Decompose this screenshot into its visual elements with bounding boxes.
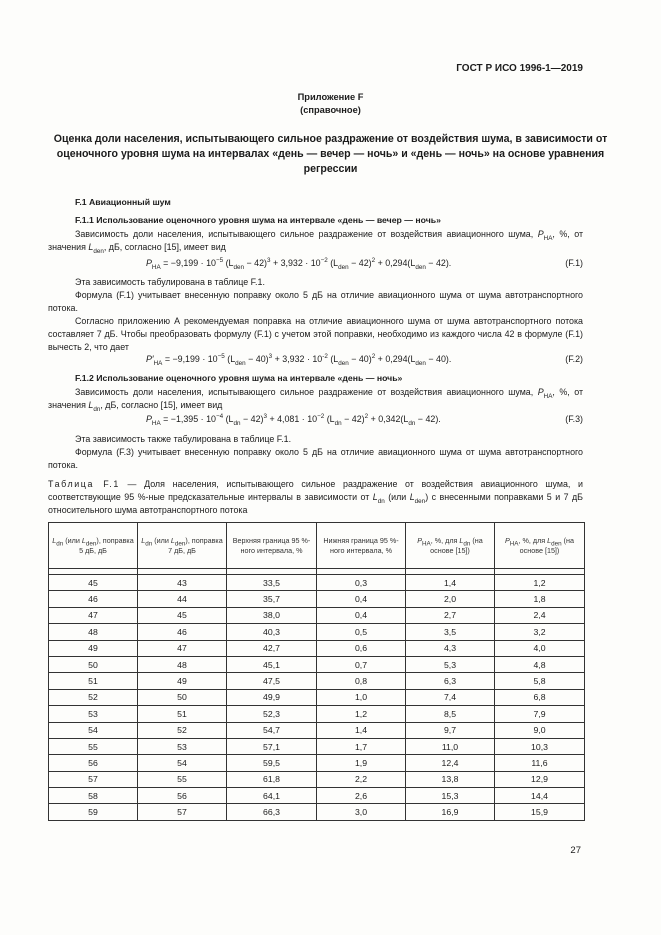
table-row (49, 771, 585, 787)
paragraph-tabulated: Эта зависимость табулирована в таблице F.1. (75, 277, 265, 287)
table-cell: 61,8 (227, 771, 317, 787)
table-cell: 38,0 (227, 607, 317, 623)
document-code: ГОСТ Р ИСО 1996-1—2019 (456, 63, 583, 74)
table-cell: 50 (138, 689, 227, 705)
table-cell: 11,0 (406, 738, 495, 754)
table-cell: 7,9 (495, 706, 585, 722)
table-cell: 0,7 (317, 656, 406, 672)
section-heading-f1: F.1 Авиационный шум (75, 197, 171, 207)
table-cell: 3,0 (317, 804, 406, 820)
table-cell: 40,3 (227, 624, 317, 640)
table-cell: 56 (138, 788, 227, 804)
table-row (49, 722, 585, 738)
table-cell: 10,3 (495, 738, 585, 754)
annex-title: Приложение F (297, 92, 364, 102)
table-cell: 4,3 (406, 640, 495, 656)
table-cell: 6,8 (495, 689, 585, 705)
formula-number: (F.2) (565, 354, 583, 364)
table-cell: 9,0 (495, 722, 585, 738)
table-row (49, 591, 585, 607)
paragraph-f11-intro: Зависимость доли населения, испытывающего сильное раздражение от воздействия авиационного шума, $P_{HA}$, %, от значения $L_{den}$, дБ, согласно [15], имеет вид (48, 229, 584, 255)
table-row (49, 640, 585, 656)
paragraph-tabulated-also: Эта зависимость также табулирована в таблице F.1. (75, 434, 292, 444)
table-cell: 49,9 (227, 689, 317, 705)
table-cell: 2,4 (495, 607, 585, 623)
table-cell: 8,5 (406, 706, 495, 722)
column-header-lower-bound: Нижняя граница 95 %-ного интервала, % (317, 523, 406, 569)
table-cell: 7,4 (406, 689, 495, 705)
table-cell: 53 (49, 706, 138, 722)
formula-f3: $P_{HA} = -1,395 \cdot 10^{-4}$ $(L_{dn} - 42)^3 + 4,081 \cdot 10^{-2}$ $(L_{dn} - 42)^2 + 0,342(L_{dn} - 42)$. (F.3) (146, 413, 583, 427)
table-header-row (49, 523, 585, 569)
table-cell: 58 (49, 788, 138, 804)
table-cell: 51 (49, 673, 138, 689)
table-cell: 53 (138, 738, 227, 754)
table-cell: 42,7 (227, 640, 317, 656)
table-cell: 2,7 (406, 607, 495, 623)
table-row (49, 607, 585, 623)
table-cell: 5,8 (495, 673, 585, 689)
column-header-pha-ldn: $P_{HA}$, %, для $L_{dn}$ (на основе [15]) (406, 523, 495, 569)
paragraph-f12-intro: Зависимость доли населения, испытывающего сильное раздражение от воздействия авиационного шума, $P_{HA}$, %, от значения $L_{dn}$, дБ, согласно [15], имеет вид (48, 387, 584, 413)
table-body (49, 575, 585, 821)
table-f1 (48, 522, 585, 821)
table-cell: 3,2 (495, 624, 585, 640)
annex-subtitle: (справочное) (300, 105, 361, 115)
table-row (49, 575, 585, 591)
table-cell: 1,4 (406, 575, 495, 591)
table-cell: 59 (49, 804, 138, 820)
table-cell: 52 (138, 722, 227, 738)
table-cell: 56 (49, 755, 138, 771)
table-cell: 2,6 (317, 788, 406, 804)
table-cell: 9,7 (406, 722, 495, 738)
table-row (49, 738, 585, 754)
table-row (49, 706, 585, 722)
table-cell: 1,2 (317, 706, 406, 722)
annex-main-title: Оценка доли населения, испытывающего сильное раздражение от воздействия шума, в зависимости от оценочного уровня шума на интервалах «день — вечер — ночь» и «день — ночь» на основе уравнения регрессии (53, 133, 608, 175)
section-heading-f11: F.1.1 Использование оценочного уровня шума на интервале «день — вечер — ночь» (75, 215, 441, 225)
table-cell: 4,0 (495, 640, 585, 656)
table-cell: 54,7 (227, 722, 317, 738)
table-cell: 57,1 (227, 738, 317, 754)
column-header-pha-lden: $P_{HA}$, %, для $L_{den}$ (на основе [15]) (495, 523, 585, 569)
table-cell: 15,3 (406, 788, 495, 804)
formula-f1: $P_{HA} = -9,199 \cdot 10^{-5}$ $(L_{den} - 42)^3 + 3,932 \cdot 10^{-2}$ $(L_{den} - 42)^2 + 0,294(L_{den} - 42)$. (F.1) (146, 257, 583, 271)
table-row (49, 673, 585, 689)
table-row (49, 755, 585, 771)
table-cell: 1,2 (495, 575, 585, 591)
table-cell: 49 (138, 673, 227, 689)
table-cell: 45 (138, 607, 227, 623)
table-cell: 0,6 (317, 640, 406, 656)
table-cell: 47,5 (227, 673, 317, 689)
table-cell: 47 (138, 640, 227, 656)
paragraph-correction-f3: Формула (F.3) учитывает внесенную поправку около 5 дБ на отличие авиационного шума от шума автотранспортного потока. (48, 447, 583, 470)
table-cell: 55 (138, 771, 227, 787)
table-cell: 59,5 (227, 755, 317, 771)
page-number: 27 (570, 845, 581, 856)
table-cell: 1,8 (495, 591, 585, 607)
table-cell: 1,9 (317, 755, 406, 771)
table-cell: 50 (49, 656, 138, 672)
table-cell: 48 (138, 656, 227, 672)
table-cell: 46 (138, 624, 227, 640)
annex-heading (0, 91, 661, 117)
table-cell: 2,2 (317, 771, 406, 787)
table-cell: 13,8 (406, 771, 495, 787)
table-cell: 0,3 (317, 575, 406, 591)
table-cell: 1,4 (317, 722, 406, 738)
table-cell: 45,1 (227, 656, 317, 672)
table-cell: 47 (49, 607, 138, 623)
table-cell: 66,3 (227, 804, 317, 820)
section-heading-f12: F.1.2 Использование оценочного уровня шума на интервале «день — ночь» (75, 373, 403, 383)
table-row (49, 788, 585, 804)
table-cell: 3,5 (406, 624, 495, 640)
table-cell: 49 (49, 640, 138, 656)
column-header-ldn-7db: $L_{dn}$ (или $L_{den}$), поправка 7 дБ, дБ (138, 523, 227, 569)
paragraph-annex-a: Согласно приложению А рекомендуемая поправка на отличие авиационного шума от шума автотранспортного потока составляет 7 дБ. Чтобы преобразовать формулу (F.1) с учетом этой поправки, необходимо из каждого числа 42 в формуле (F.1) вычесть 2, что дает (48, 316, 583, 352)
table-row (49, 804, 585, 820)
table-cell: 16,9 (406, 804, 495, 820)
column-header-upper-bound: Верхняя граница 95 %-ного интервала, % (227, 523, 317, 569)
table-cell: 57 (138, 804, 227, 820)
table-cell: 12,4 (406, 755, 495, 771)
table-cell: 2,0 (406, 591, 495, 607)
table-row (49, 624, 585, 640)
column-header-ldn-5db: $L_{dn}$ (или $L_{den}$), поправка 5 дБ, дБ (49, 523, 138, 569)
table-caption: Таблица F.1 — Доля населения, испытывающего сильное раздражение от воздействия авиационного шума, и соответствующие 95 %-ные предсказательные интервалы в зависимости от $L_{dn}$ (или $L_{den}$) с внесенными поправками 5 и 7 дБ относительного шума автотранспортного потока (48, 479, 584, 515)
table-cell: 15,9 (495, 804, 585, 820)
table-cell: 0,5 (317, 624, 406, 640)
formula-number: (F.3) (565, 414, 583, 424)
paragraph-correction: Формула (F.1) учитывает внесенную поправку около 5 дБ на отличие авиационного шума от шума автотранспортного потока. (48, 290, 583, 313)
table-cell: 0,4 (317, 607, 406, 623)
table-row (49, 689, 585, 705)
table-cell: 35,7 (227, 591, 317, 607)
table-cell: 51 (138, 706, 227, 722)
table-cell: 54 (138, 755, 227, 771)
table-cell: 54 (49, 722, 138, 738)
table-cell: 45 (49, 575, 138, 591)
table-cell: 4,8 (495, 656, 585, 672)
table-cell: 0,4 (317, 591, 406, 607)
table-cell: 1,7 (317, 738, 406, 754)
table-cell: 12,9 (495, 771, 585, 787)
table-cell: 43 (138, 575, 227, 591)
table-cell: 5,3 (406, 656, 495, 672)
formula-f2: $P'_{HA} = -9,199 \cdot 10^{-5}$ $(L_{den} - 40)^3 + 3,932 \cdot 10^{-2}$ $(L_{den} - 40)^2 + 0,294(L_{den} - 40)$. (F.2) (146, 353, 583, 367)
table-cell: 46 (49, 591, 138, 607)
table-cell: 48 (49, 624, 138, 640)
table-cell: 44 (138, 591, 227, 607)
table-cell: 57 (49, 771, 138, 787)
table-cell: 52,3 (227, 706, 317, 722)
table-cell: 0,8 (317, 673, 406, 689)
table-cell: 55 (49, 738, 138, 754)
table-cell: 11,6 (495, 755, 585, 771)
table-cell: 52 (49, 689, 138, 705)
formula-number: (F.1) (565, 258, 583, 268)
table-cell: 6,3 (406, 673, 495, 689)
table-cell: 14,4 (495, 788, 585, 804)
table-cell: 1,0 (317, 689, 406, 705)
table-cell: 64,1 (227, 788, 317, 804)
table-row (49, 656, 585, 672)
table-cell: 33,5 (227, 575, 317, 591)
